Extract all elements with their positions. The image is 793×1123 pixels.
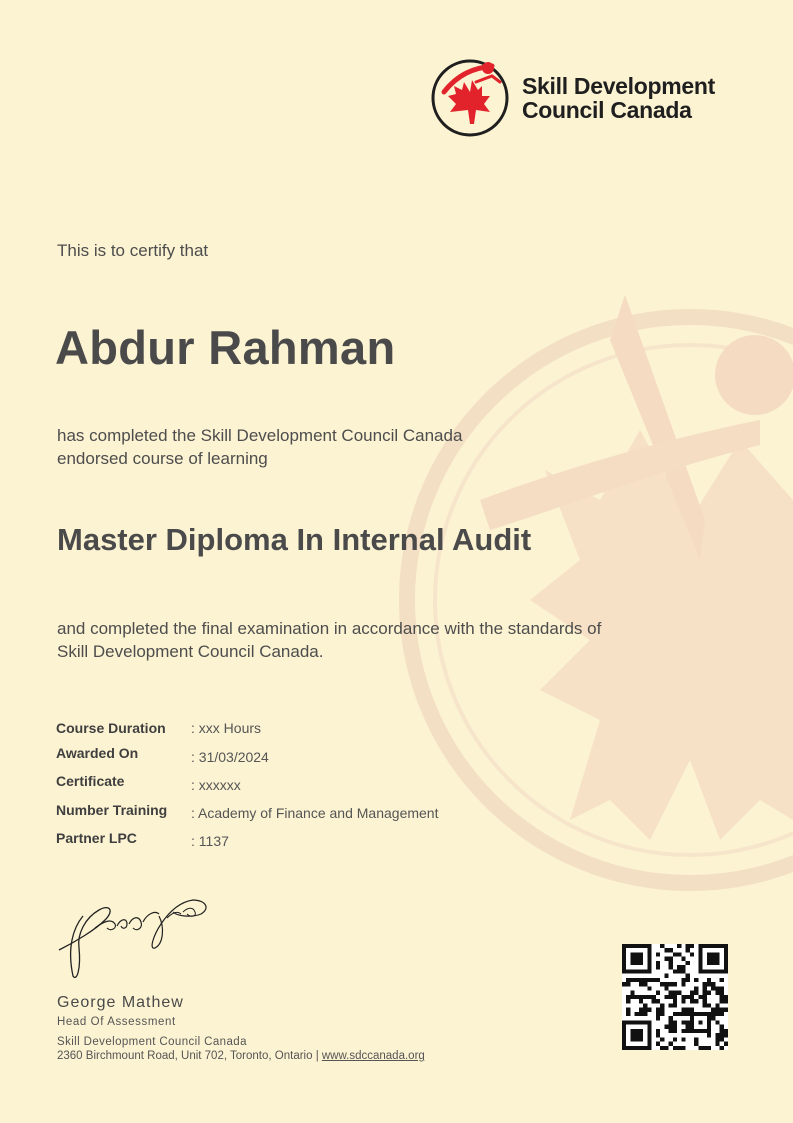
detail-value-certificate: : xxxxxx xyxy=(191,777,241,793)
council-logo xyxy=(430,52,750,142)
detail-label-certificate: Certificate xyxy=(56,773,125,789)
exam-statement xyxy=(57,617,697,663)
website-link[interactable]: www.sdccanada.org xyxy=(321,1050,425,1062)
detail-value-awarded: : 31/03/2024 xyxy=(191,749,269,765)
footer-address-line xyxy=(57,1050,425,1062)
logo-wordmark xyxy=(522,74,715,122)
detail-label-awarded: Awarded On xyxy=(56,745,139,761)
completion-line-2: endorsed course of learning xyxy=(57,449,268,468)
certify-intro: This is to certify that xyxy=(57,241,209,260)
logo-line-1: Skill Development xyxy=(522,73,716,99)
detail-label-partner: Partner LPC xyxy=(56,830,137,846)
footer-organization: Skill Development Council Canada xyxy=(57,1036,247,1048)
detail-value-partner: : 1137 xyxy=(191,833,229,849)
recipient-name: Abdur Rahman xyxy=(55,321,396,374)
detail-label-duration: Course Duration xyxy=(56,720,166,736)
maple-leaf-logo-icon xyxy=(430,52,516,138)
signer-name: George Mathew xyxy=(57,994,184,1011)
completion-line-1: has completed the Skill Development Council Canada xyxy=(57,426,463,445)
detail-value-training: : Academy of Finance and Management xyxy=(191,805,439,821)
footer-address: 2360 Birchmount Road, Unit 702, Toronto, Ontario | xyxy=(57,1050,322,1062)
detail-value-duration: : xxx Hours xyxy=(191,720,262,736)
signature-image xyxy=(55,888,215,988)
course-title: Master Diploma In Internal Audit xyxy=(57,522,532,557)
logo-line-2: Council Canada xyxy=(522,97,692,123)
completion-statement xyxy=(57,424,577,470)
detail-label-training: Number Training xyxy=(56,802,168,818)
exam-line-1: and completed the final examination in accordance with the standards of xyxy=(57,619,602,638)
signer-title: Head Of Assessment xyxy=(57,1016,176,1028)
exam-line-2: Skill Development Council Canada. xyxy=(57,642,324,661)
verification-qr-code[interactable] xyxy=(622,944,728,1050)
